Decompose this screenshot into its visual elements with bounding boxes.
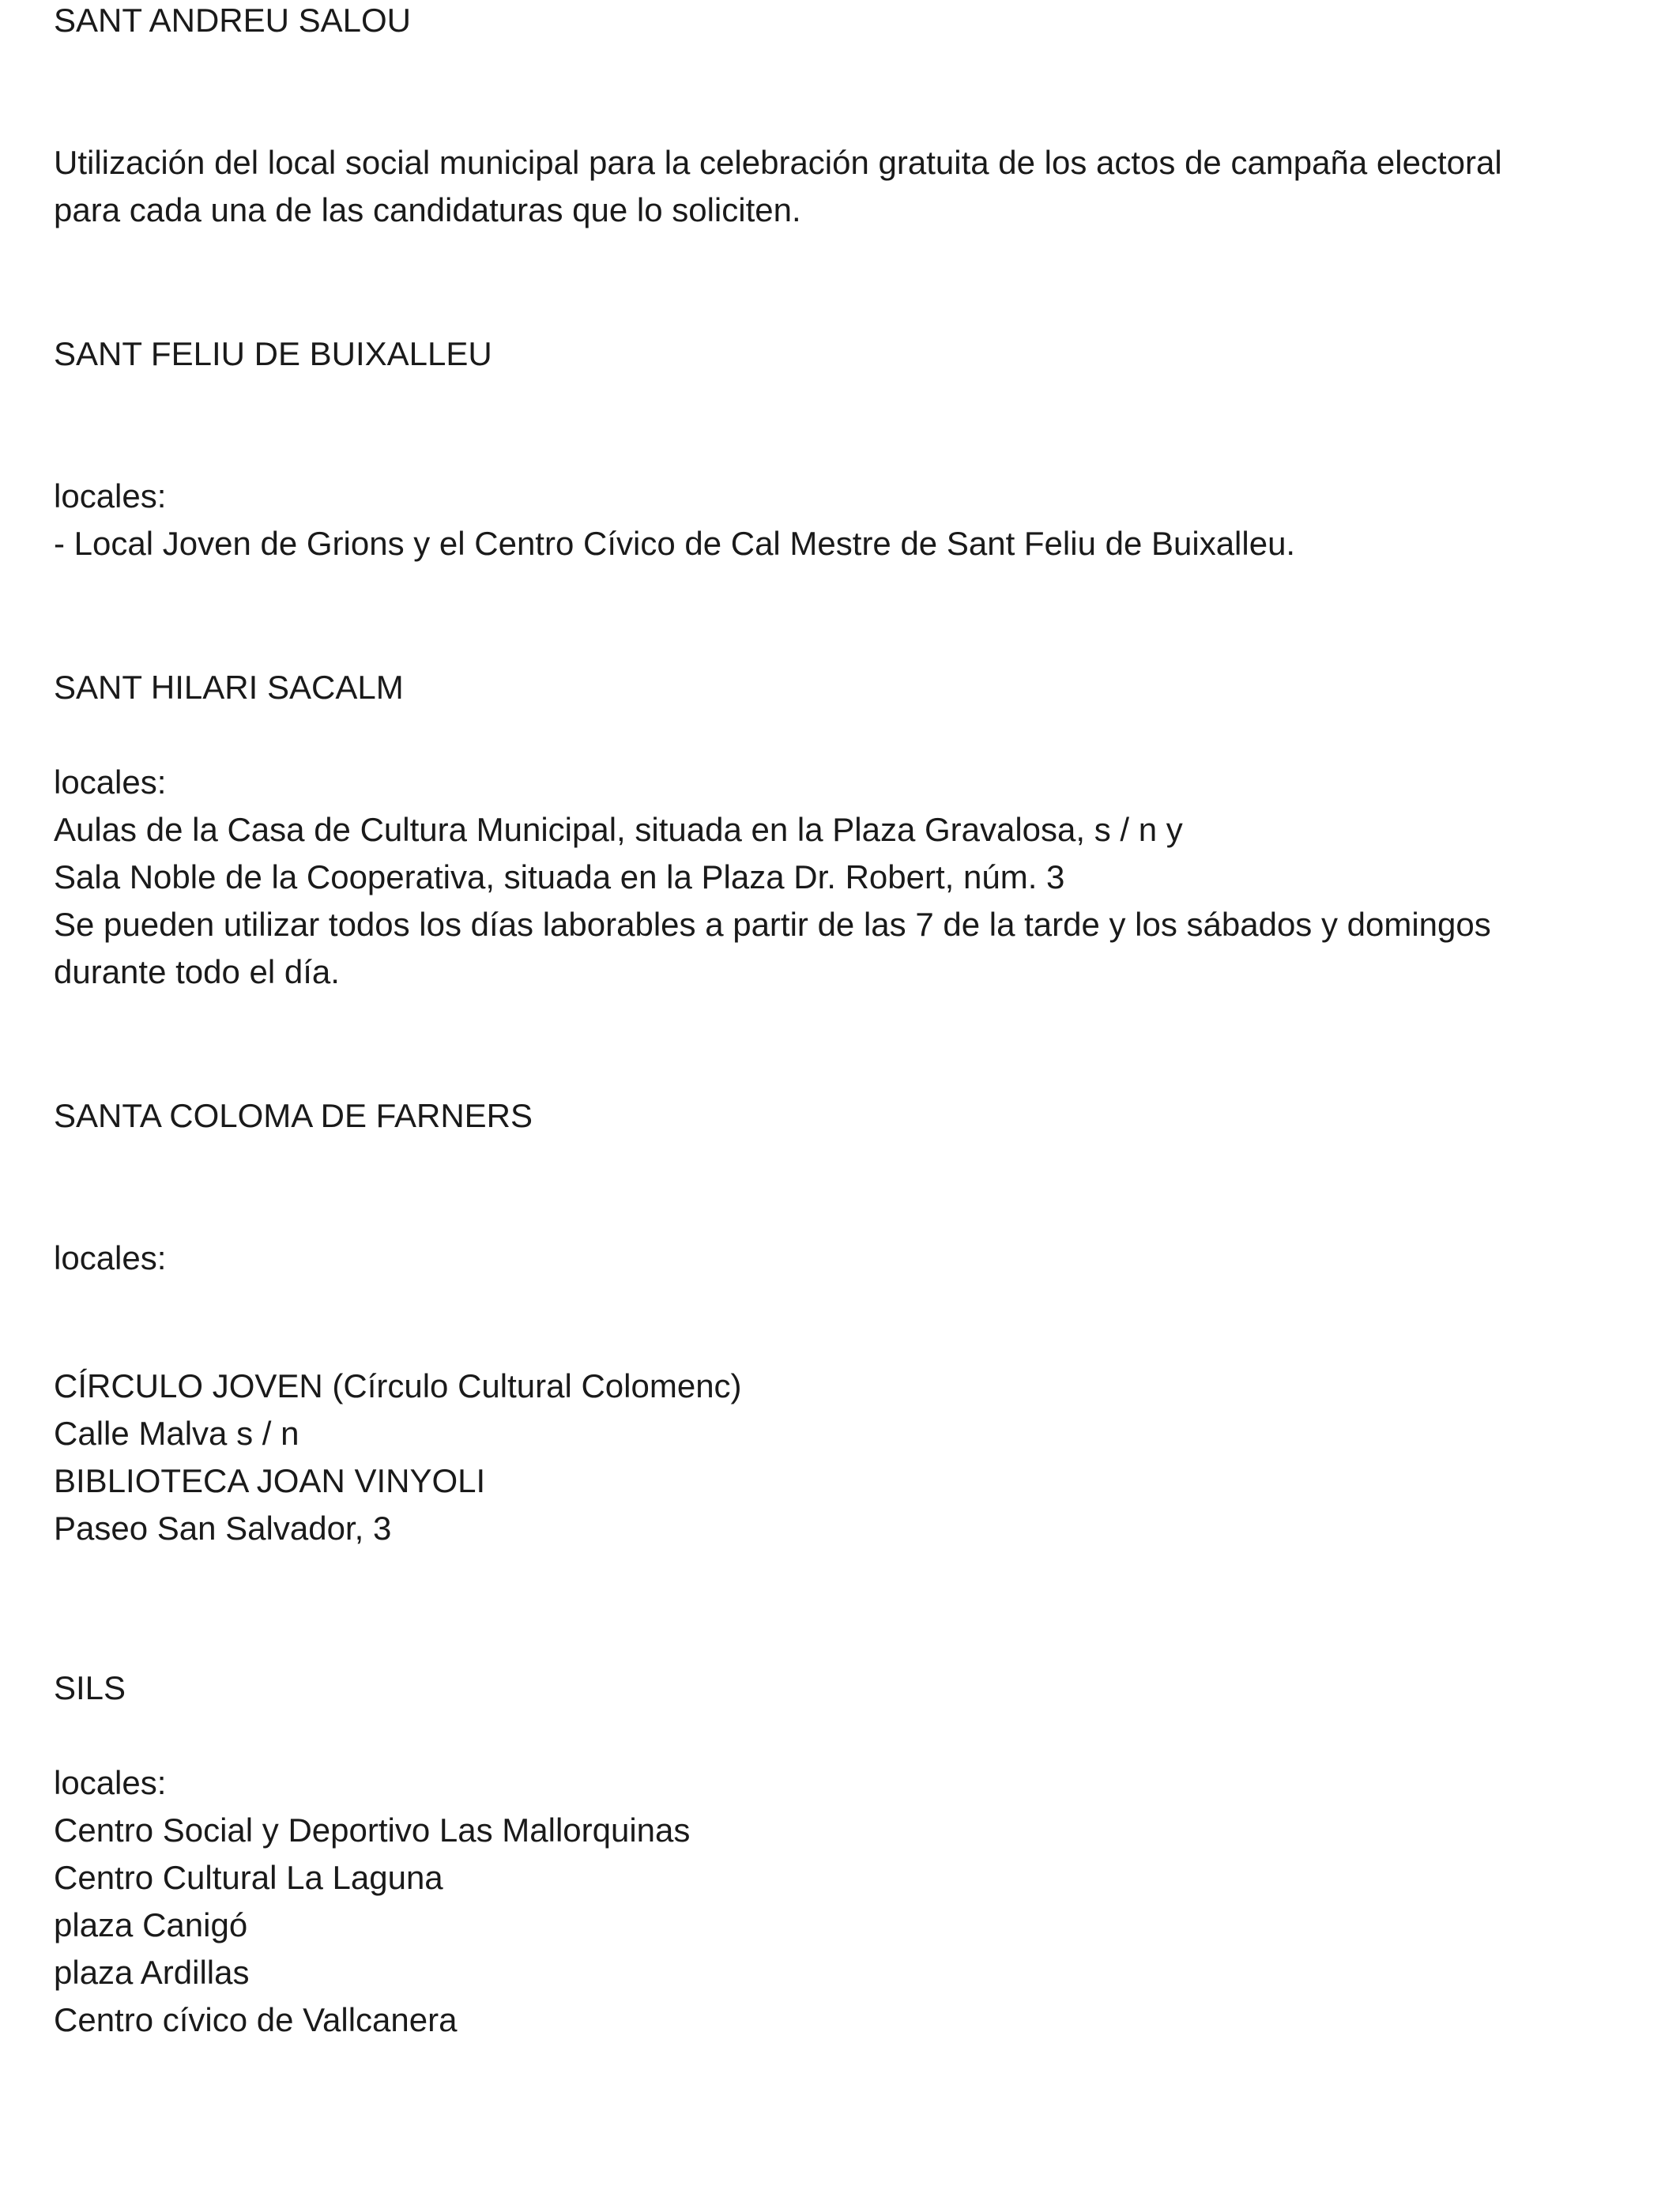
section-heading: SANTA COLOMA DE FARNERS <box>54 1097 533 1134</box>
text-line: Centro Social y Deportivo Las Mallorquinas <box>54 1811 691 1849</box>
text-line: para cada una de las candidaturas que lo soliciten. <box>54 191 801 228</box>
section-heading: SANT FELIU DE BUIXALLEU <box>54 335 492 372</box>
text-line: BIBLIOTECA JOAN VINYOLI <box>54 1462 486 1499</box>
text-line: Calle Malva s / n <box>54 1415 299 1452</box>
text-line: locales: <box>54 763 167 801</box>
text-line: Centro Cultural La Laguna <box>54 1859 443 1896</box>
section-heading: SANT HILARI SACALM <box>54 669 404 706</box>
text-line: Se pueden utilizar todos los días laborables a partir de las 7 de la tarde y los sábados y domingos <box>54 906 1491 943</box>
section-heading: SANT ANDREU SALOU <box>54 2 412 39</box>
text-line: - Local Joven de Grions y el Centro Cívico de Cal Mestre de Sant Feliu de Buixalleu. <box>54 525 1296 562</box>
text-line: Utilización del local social municipal para la celebración gratuita de los actos de campaña electoral <box>54 144 1502 181</box>
text-line: plaza Ardillas <box>54 1954 250 1991</box>
text-line: Sala Noble de la Cooperativa, situada en la Plaza Dr. Robert, núm. 3 <box>54 858 1065 895</box>
text-line: plaza Canigó <box>54 1906 248 1943</box>
text-line: locales: <box>54 1239 167 1276</box>
text-line: Aulas de la Casa de Cultura Municipal, situada en la Plaza Gravalosa, s / n y <box>54 811 1183 848</box>
text-line: Centro cívico de Vallcanera <box>54 2001 458 2038</box>
text-line: durante todo el día. <box>54 953 340 990</box>
text-line: locales: <box>54 1764 167 1801</box>
text-line: CÍRCULO JOVEN (Círculo Cultural Colomenc) <box>54 1367 742 1404</box>
section-heading: SILS <box>54 1669 126 1706</box>
text-line: Paseo San Salvador, 3 <box>54 1510 392 1547</box>
text-line: locales: <box>54 477 167 515</box>
